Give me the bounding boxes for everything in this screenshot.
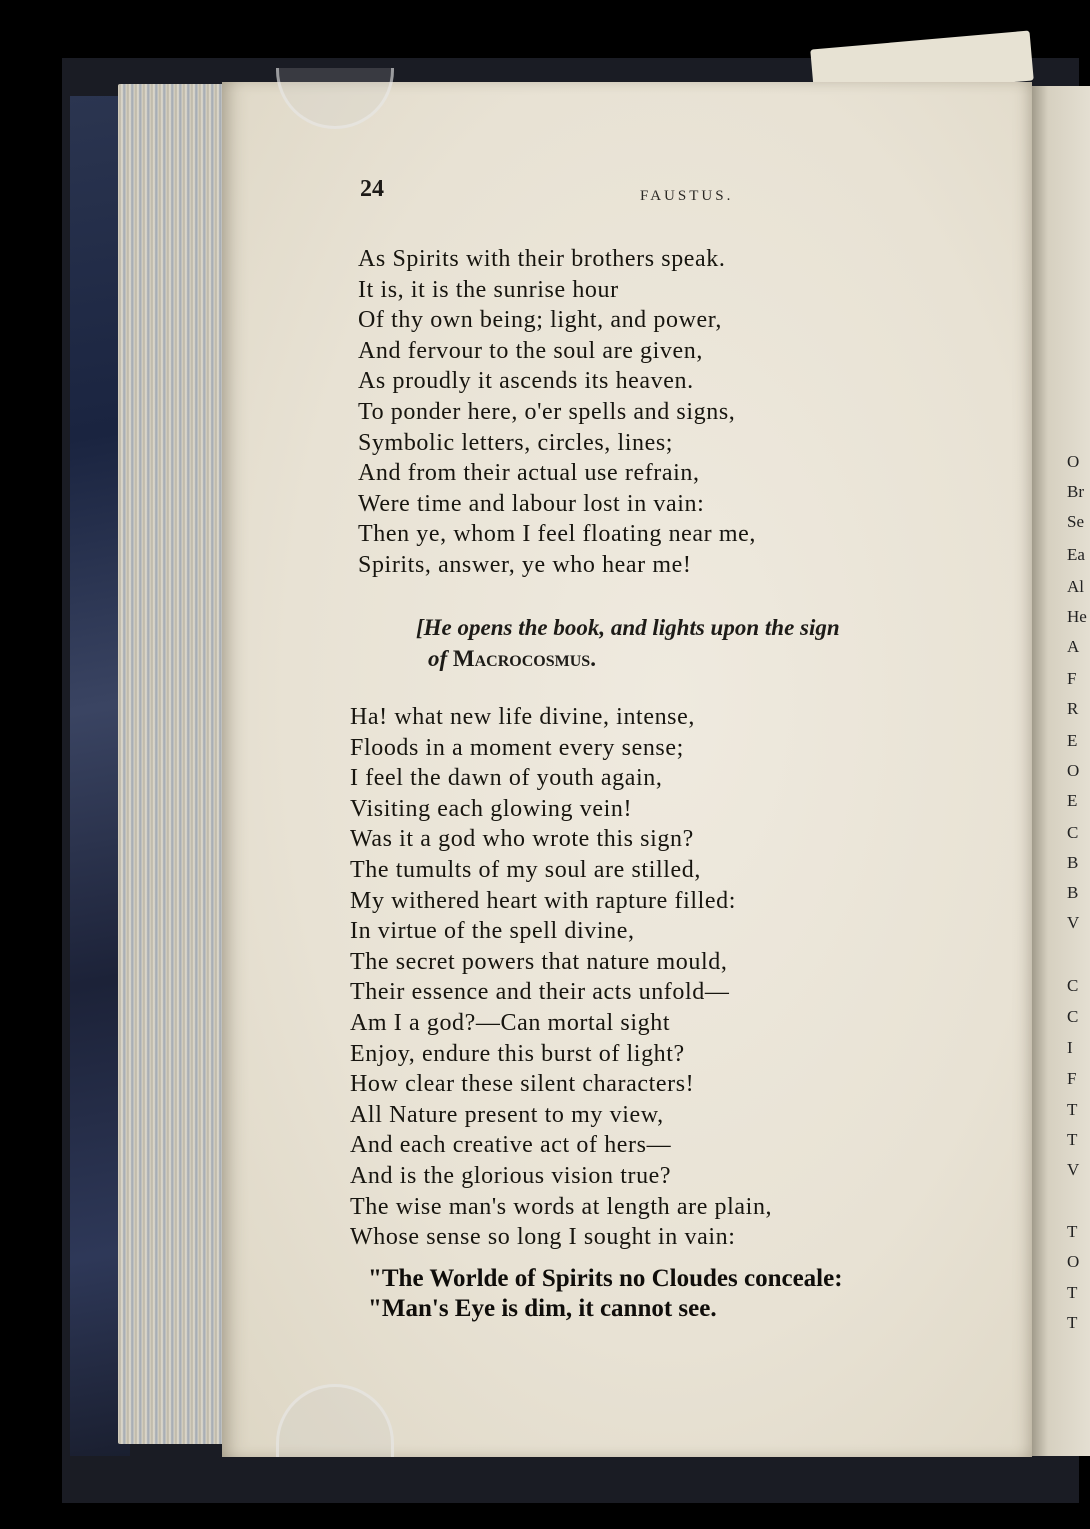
facing-page-fragment: T [1067,1130,1078,1149]
stage-direction-of: of [428,646,453,671]
verse-line: It is, it is the sunrise hour [358,276,619,303]
stage-direction-line [416,643,840,674]
facing-page-fragment: T [1067,1313,1078,1332]
verse-line: Visiting each glowing vein! [350,795,633,822]
facing-page-fragment: Br [1067,482,1084,501]
verse-block-2 [350,702,772,1253]
facing-page-fragment: B [1067,853,1079,872]
facing-page-fragment: Ea [1067,545,1085,564]
facing-page-fragment: Se [1067,512,1084,531]
facing-page-fragment: O [1067,1252,1080,1271]
facing-page-fragment: O [1067,452,1080,471]
page-edges [118,84,228,1444]
verse-line: Symbolic letters, circles, lines; [358,429,674,456]
verse-line: Was it a god who wrote this sign? [350,826,694,853]
verse-line: Then ye, whom I feel floating near me, [358,521,756,548]
verse-line: As proudly it ascends its heaven. [358,368,694,395]
facing-page-fragment: R [1067,699,1079,718]
verse-line: Spirits, answer, ye who hear me! [358,551,692,578]
stage-direction-name: Macrocosmus. [452,646,596,671]
facing-page-fragment: V [1067,913,1080,932]
verse-line: And fervour to the soul are given, [358,337,703,364]
facing-page-fragment: V [1067,1160,1080,1179]
verse-line: The wise man's words at length are plain, [350,1193,773,1220]
verse-line: Whose sense so long I sought in vain: [350,1224,736,1251]
page-number: 24 [360,176,384,202]
verse-line: As Spirits with their brothers speak. [358,246,726,272]
facing-page-fragment: He [1067,607,1087,626]
quotation-line: "Man's Eye is dim, it cannot see. [368,1295,717,1322]
facing-page-fragment: I [1067,1038,1073,1057]
facing-page-fragment: C [1067,976,1079,995]
facing-page-fragment: O [1067,761,1080,780]
verse-line: Enjoy, endure this burst of light? [350,1040,685,1067]
verse-line: And is the glorious vision true? [350,1162,672,1189]
facing-page-fragment: E [1067,791,1078,810]
blackletter-quotation [368,1264,843,1324]
verse-line: To ponder here, o'er spells and signs, [358,398,736,425]
verse-line: And each creative act of hers— [350,1132,672,1159]
facing-page-fragment: T [1067,1100,1078,1119]
facing-page-fragment: T [1067,1222,1078,1241]
facing-page-fragment: E [1067,731,1078,750]
verse-line: Ha! what new life divine, intense, [350,704,695,730]
verse-line: Their essence and their acts unfold— [350,979,730,1006]
verse-line: In virtue of the spell divine, [350,918,635,945]
verse-line: Of thy own being; light, and power, [358,307,722,334]
verse-line: The secret powers that nature mould, [350,948,728,975]
facing-page-fragment: C [1067,1007,1079,1026]
verse-line: Am I a god?—Can mortal sight [350,1009,671,1036]
running-head: FAUSTUS. [640,188,734,204]
verse-line: The tumults of my soul are stilled, [350,856,701,883]
verse-line: How clear these silent characters! [350,1071,695,1098]
facing-page-fragment: T [1067,1283,1078,1302]
facing-page-fragment: F [1067,1069,1077,1088]
facing-page-fragment: C [1067,823,1079,842]
verse-line: My withered heart with rapture filled: [350,887,737,914]
facing-page [1030,86,1090,1456]
facing-page-fragment: F [1067,669,1077,688]
verse-line: Were time and labour lost in vain: [358,490,705,517]
facing-page-fragment: B [1067,883,1079,902]
facing-page-fragment: A [1067,637,1080,656]
quotation-line: "The Worlde of Spirits no Cloudes conceale: [368,1265,843,1292]
verse-line: And from their actual use refrain, [358,460,700,487]
verse-line: Floods in a moment every sense; [350,734,684,761]
stage-direction [416,612,840,674]
verse-block-1 [358,244,756,581]
facing-page-fragment: Al [1067,577,1084,596]
verse-line: All Nature present to my view, [350,1101,664,1128]
verse-line: I feel the dawn of youth again, [350,765,663,792]
stage-direction-line: [He opens the book, and lights upon the sign [416,615,840,640]
